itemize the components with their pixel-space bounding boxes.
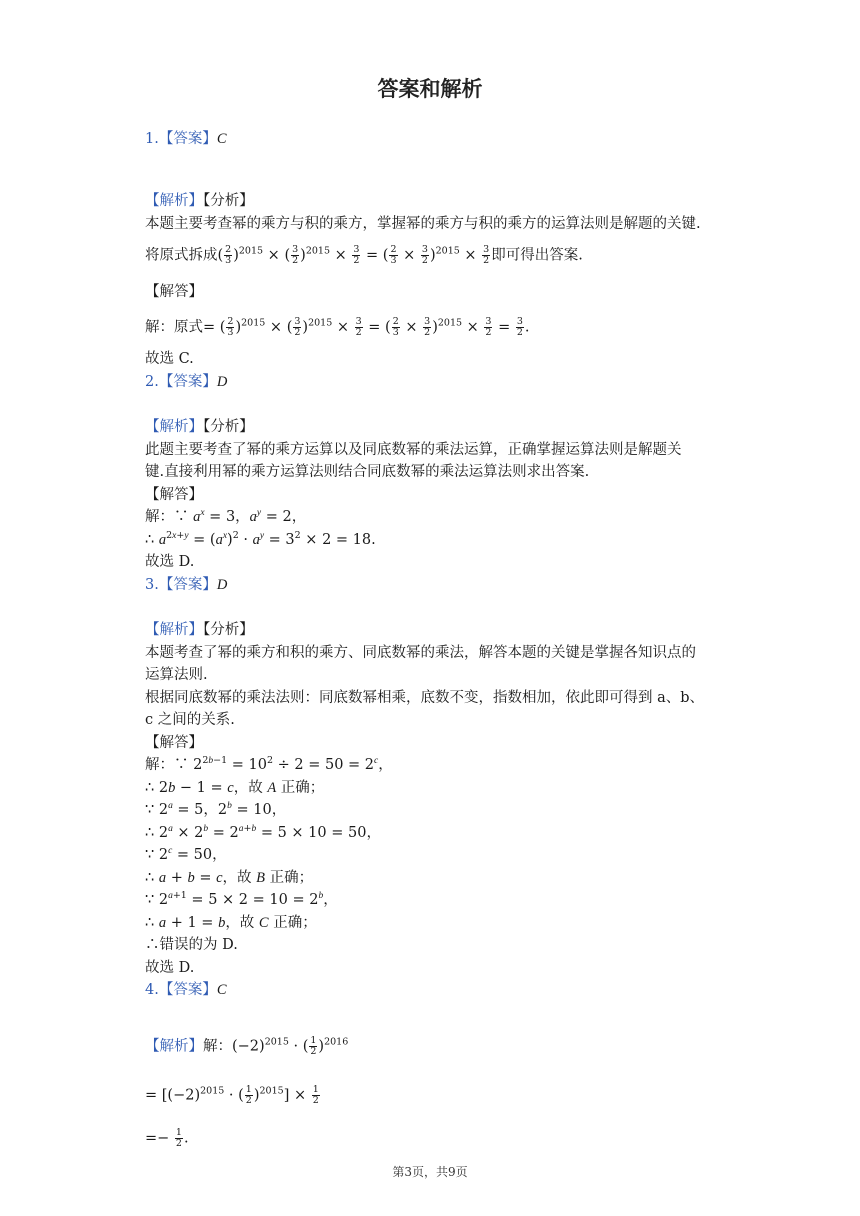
q4-solution-line3: =− $\frac{1}{2}$ . xyxy=(145,1127,189,1149)
q3-step2: ∴ 2b − 1 = c，故 A 正确； xyxy=(145,780,325,796)
q2-fenxi-tag: 【分析】 xyxy=(203,419,254,435)
q3-step1: 解：∵ $2^{2b-1} = 10^2 \div 2 = 50 = 2^c$， xyxy=(145,755,393,773)
q3-step7: ∵ $2^{a+1} = 5 \times 2 = 10 = 2^b$， xyxy=(145,890,338,908)
page-footer: 第3页，共9页 xyxy=(392,1165,468,1179)
q1-jieda-tag: 【解答】 xyxy=(145,284,203,300)
q2-analysis-tag: 【解析】 xyxy=(145,419,203,435)
q1-fenxi-tag: 【分析】 xyxy=(203,193,254,209)
q3-number: 3. xyxy=(145,577,159,593)
q2-solution-line2: ∴ $a^{2x+y} = (a^x)^2 \cdot a^y = 3^2 \times 2 = 18$. xyxy=(145,530,376,548)
q1-text2-prefix: 将原式拆成 xyxy=(145,247,218,264)
q3-fenxi-tag: 【分析】 xyxy=(203,622,254,638)
q2-analysis-heading xyxy=(145,417,254,437)
q1-analysis-tag: 【解析】 xyxy=(145,193,203,209)
q2-answer-tag: 【答案】 xyxy=(158,374,217,390)
q3-analysis-heading xyxy=(145,620,254,640)
q3-step8: ∴ a + 1 = b，故 C 正确； xyxy=(145,915,317,931)
q4-analysis-tag: 【解析】 xyxy=(145,1038,203,1055)
q1-answer-line xyxy=(145,129,227,149)
q3-step5: ∵ $2^c = 50$， xyxy=(145,846,227,863)
q3-step4: ∴ $2^a \times 2^b = 2^{a+b} = 5 \times 10 = 50$， xyxy=(145,823,381,841)
q4-answer-line xyxy=(145,980,227,1000)
q1-conclusion: 故选 C. xyxy=(145,351,194,367)
q4-number: 4. xyxy=(145,982,159,998)
q3-step3: ∵ $2^a = 5$，$2^b = 10$， xyxy=(145,801,287,818)
q3-step6: ∴ a + b = c，故 B 正确； xyxy=(145,870,314,886)
q3-answer-tag: 【答案】 xyxy=(158,577,217,593)
q3-text2: 运算法则. xyxy=(145,667,208,683)
q1-text2-suffix: 即可得出答案. xyxy=(491,247,583,264)
q2-answer-line xyxy=(145,372,227,392)
q3-text4: c 之间的关系. xyxy=(145,712,235,728)
q3-text3: 根据同底数幂的乘法法则：同底数幂相乘，底数不变，指数相加，依此即可得到 a、b、 xyxy=(145,690,705,706)
q4-answer: C xyxy=(216,982,227,998)
q3-jieda-tag: 【解答】 xyxy=(145,735,203,751)
q3-analysis-tag: 【解析】 xyxy=(145,622,203,638)
q4-answer-tag: 【答案】 xyxy=(158,982,217,998)
q3-text1: 本题考查了幂的乘方和积的乘方、同底数幂的乘法，解答本题的关键是掌握各知识点的 xyxy=(145,645,696,661)
q4-solution-line2: = [$(-2)^{2015}$ · ( $\frac{1}{2}$ )$^{2015}$] × $\frac{1}{2}$ xyxy=(145,1084,319,1106)
q1-answer: C xyxy=(216,131,227,147)
q1-analysis-formula: 将原式拆成( $\frac{2}{3}$ )$^{2015}$ × ( $\frac{3}{2}$ )$^{2015}$ × $\frac{3}{2}$ = ( $\frac{2}{3}$ × $\frac{3}{2}$ )$^{2015}$ × $\frac{3}{2}$ 即可得出答案. xyxy=(145,244,583,266)
q1-answer-tag: 【答案】 xyxy=(158,131,217,147)
q3-wrong: ∴错误的为 D. xyxy=(145,937,238,953)
q4-solution-line1: 【解析】解：$(-2)^{2015}$ · ( $\frac{1}{2}$ )$^{2016}$ xyxy=(145,1035,349,1057)
page-title: 答案和解析 xyxy=(377,77,483,101)
q2-answer: D xyxy=(216,374,228,390)
q2-text2: 键.直接利用幂的乘方运算法则结合同底数幂的乘法运算法则求出答案. xyxy=(145,464,590,480)
q2-conclusion: 故选 D. xyxy=(145,554,195,570)
q2-solution-line1: 解：∵ $a^x = 3$，$a^y = 2$， xyxy=(145,508,307,525)
q3-answer: D xyxy=(216,577,228,593)
q3-answer-line xyxy=(145,575,227,595)
q2-number: 2. xyxy=(145,374,159,390)
q2-jieda-tag: 【解答】 xyxy=(145,487,203,503)
q1-analysis-text: 本题主要考查幂的乘方与积的乘方，掌握幂的乘方与积的乘方的运算法则是解题的关键. xyxy=(145,216,701,232)
q3-conclusion: 故选 D. xyxy=(145,960,195,976)
q1-solution: 解：原式= ( $\frac{2}{3}$ )$^{2015}$ × ( $\frac{3}{2}$ )$^{2015}$ × $\frac{3}{2}$ = ( $\frac{2}{3}$ × $\frac{3}{2}$ )$^{2015}$ × $\frac{3}{2}$ = $\frac{3}{2}$ . xyxy=(145,316,530,338)
q1-sol-prefix: 解：原式 xyxy=(145,319,203,336)
q2-text1: 此题主要考查了幂的乘方运算以及同底数幂的乘法运算，正确掌握运算法则是解题关 xyxy=(145,442,682,458)
q1-number: 1. xyxy=(145,131,159,147)
q1-analysis-heading xyxy=(145,191,254,211)
